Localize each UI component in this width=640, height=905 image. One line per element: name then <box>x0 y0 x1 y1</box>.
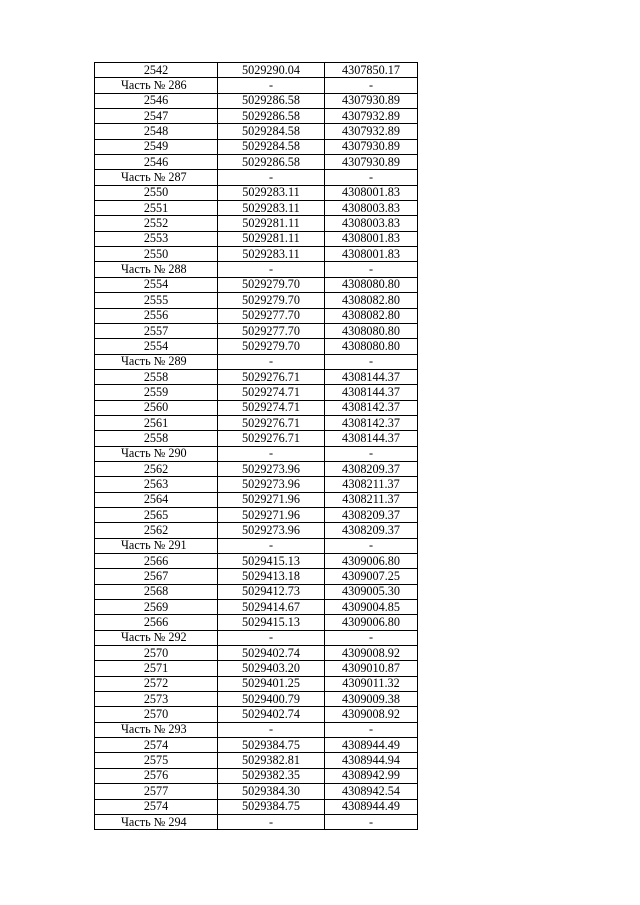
part-y-cell: - <box>325 170 418 185</box>
y-coordinate-cell: 4308144.37 <box>325 385 418 400</box>
y-coordinate-cell: 4309005.30 <box>325 584 418 599</box>
part-x-cell: - <box>218 630 325 645</box>
point-number-cell: 2575 <box>95 753 218 768</box>
x-coordinate-cell: 5029283.11 <box>218 185 325 200</box>
point-number-cell: 2552 <box>95 216 218 231</box>
x-coordinate-cell: 5029384.30 <box>218 784 325 799</box>
coordinates-table-body <box>95 63 418 830</box>
point-number-cell: 2551 <box>95 201 218 216</box>
table-row <box>95 507 418 522</box>
y-coordinate-cell: 4309009.38 <box>325 692 418 707</box>
point-number-cell: 2572 <box>95 676 218 691</box>
part-label-cell: Часть № 291 <box>95 538 218 553</box>
table-row <box>95 646 418 661</box>
y-coordinate-cell: 4308080.80 <box>325 339 418 354</box>
table-row <box>95 216 418 231</box>
point-number-cell: 2573 <box>95 692 218 707</box>
x-coordinate-cell: 5029281.11 <box>218 216 325 231</box>
point-number-cell: 2563 <box>95 477 218 492</box>
table-row <box>95 93 418 108</box>
y-coordinate-cell: 4309008.92 <box>325 707 418 722</box>
x-coordinate-cell: 5029279.70 <box>218 277 325 292</box>
part-x-cell: - <box>218 538 325 553</box>
part-header-row <box>95 446 418 461</box>
table-row <box>95 415 418 430</box>
point-number-cell: 2561 <box>95 415 218 430</box>
y-coordinate-cell: 4309008.92 <box>325 646 418 661</box>
x-coordinate-cell: 5029400.79 <box>218 692 325 707</box>
point-number-cell: 2560 <box>95 400 218 415</box>
x-coordinate-cell: 5029283.11 <box>218 201 325 216</box>
x-coordinate-cell: 5029402.74 <box>218 646 325 661</box>
part-x-cell: - <box>218 354 325 369</box>
y-coordinate-cell: 4308144.37 <box>325 431 418 446</box>
table-row <box>95 369 418 384</box>
x-coordinate-cell: 5029276.71 <box>218 415 325 430</box>
point-number-cell: 2564 <box>95 492 218 507</box>
x-coordinate-cell: 5029273.96 <box>218 523 325 538</box>
x-coordinate-cell: 5029274.71 <box>218 385 325 400</box>
point-number-cell: 2553 <box>95 231 218 246</box>
y-coordinate-cell: 4308944.94 <box>325 753 418 768</box>
x-coordinate-cell: 5029286.58 <box>218 155 325 170</box>
y-coordinate-cell: 4308001.83 <box>325 185 418 200</box>
point-number-cell: 2566 <box>95 554 218 569</box>
point-number-cell: 2547 <box>95 109 218 124</box>
x-coordinate-cell: 5029279.70 <box>218 293 325 308</box>
y-coordinate-cell: 4308080.80 <box>325 277 418 292</box>
part-header-row <box>95 814 418 829</box>
y-coordinate-cell: 4308944.49 <box>325 799 418 814</box>
point-number-cell: 2562 <box>95 523 218 538</box>
x-coordinate-cell: 5029286.58 <box>218 109 325 124</box>
y-coordinate-cell: 4308080.80 <box>325 323 418 338</box>
x-coordinate-cell: 5029415.13 <box>218 615 325 630</box>
y-coordinate-cell: 4308942.99 <box>325 768 418 783</box>
table-row <box>95 615 418 630</box>
part-y-cell: - <box>325 722 418 737</box>
point-number-cell: 2546 <box>95 155 218 170</box>
part-label-cell: Часть № 287 <box>95 170 218 185</box>
y-coordinate-cell: 4308082.80 <box>325 293 418 308</box>
x-coordinate-cell: 5029384.75 <box>218 738 325 753</box>
table-row <box>95 385 418 400</box>
table-row <box>95 247 418 262</box>
x-coordinate-cell: 5029382.81 <box>218 753 325 768</box>
y-coordinate-cell: 4307932.89 <box>325 124 418 139</box>
part-x-cell: - <box>218 722 325 737</box>
x-coordinate-cell: 5029277.70 <box>218 308 325 323</box>
y-coordinate-cell: 4308209.37 <box>325 461 418 476</box>
point-number-cell: 2577 <box>95 784 218 799</box>
part-y-cell: - <box>325 78 418 93</box>
point-number-cell: 2567 <box>95 569 218 584</box>
y-coordinate-cell: 4308944.49 <box>325 738 418 753</box>
x-coordinate-cell: 5029273.96 <box>218 461 325 476</box>
y-coordinate-cell: 4309006.80 <box>325 615 418 630</box>
x-coordinate-cell: 5029271.96 <box>218 492 325 507</box>
x-coordinate-cell: 5029273.96 <box>218 477 325 492</box>
y-coordinate-cell: 4308001.83 <box>325 231 418 246</box>
point-number-cell: 2570 <box>95 646 218 661</box>
part-label-cell: Часть № 286 <box>95 78 218 93</box>
table-row <box>95 63 418 78</box>
point-number-cell: 2542 <box>95 63 218 78</box>
table-row <box>95 124 418 139</box>
part-y-cell: - <box>325 538 418 553</box>
part-x-cell: - <box>218 446 325 461</box>
point-number-cell: 2554 <box>95 339 218 354</box>
table-row <box>95 753 418 768</box>
table-row <box>95 799 418 814</box>
y-coordinate-cell: 4307850.17 <box>325 63 418 78</box>
y-coordinate-cell: 4308142.37 <box>325 400 418 415</box>
y-coordinate-cell: 4309004.85 <box>325 600 418 615</box>
x-coordinate-cell: 5029403.20 <box>218 661 325 676</box>
part-y-cell: - <box>325 354 418 369</box>
part-label-cell: Часть № 294 <box>95 814 218 829</box>
y-coordinate-cell: 4308142.37 <box>325 415 418 430</box>
part-x-cell: - <box>218 170 325 185</box>
x-coordinate-cell: 5029402.74 <box>218 707 325 722</box>
point-number-cell: 2556 <box>95 308 218 323</box>
part-y-cell: - <box>325 446 418 461</box>
table-row <box>95 584 418 599</box>
part-header-row <box>95 354 418 369</box>
table-row <box>95 139 418 154</box>
part-y-cell: - <box>325 630 418 645</box>
point-number-cell: 2569 <box>95 600 218 615</box>
part-y-cell: - <box>325 814 418 829</box>
x-coordinate-cell: 5029271.96 <box>218 507 325 522</box>
y-coordinate-cell: 4308209.37 <box>325 507 418 522</box>
x-coordinate-cell: 5029277.70 <box>218 323 325 338</box>
table-row <box>95 492 418 507</box>
table-row <box>95 707 418 722</box>
x-coordinate-cell: 5029283.11 <box>218 247 325 262</box>
y-coordinate-cell: 4308211.37 <box>325 477 418 492</box>
point-number-cell: 2558 <box>95 431 218 446</box>
table-row <box>95 185 418 200</box>
point-number-cell: 2546 <box>95 93 218 108</box>
point-number-cell: 2549 <box>95 139 218 154</box>
point-number-cell: 2568 <box>95 584 218 599</box>
y-coordinate-cell: 4308001.83 <box>325 247 418 262</box>
y-coordinate-cell: 4309010.87 <box>325 661 418 676</box>
part-header-row <box>95 78 418 93</box>
table-row <box>95 155 418 170</box>
table-row <box>95 477 418 492</box>
table-row <box>95 461 418 476</box>
x-coordinate-cell: 5029415.13 <box>218 554 325 569</box>
part-x-cell: - <box>218 78 325 93</box>
y-coordinate-cell: 4309006.80 <box>325 554 418 569</box>
x-coordinate-cell: 5029274.71 <box>218 400 325 415</box>
table-row <box>95 661 418 676</box>
y-coordinate-cell: 4308082.80 <box>325 308 418 323</box>
point-number-cell: 2566 <box>95 615 218 630</box>
point-number-cell: 2558 <box>95 369 218 384</box>
x-coordinate-cell: 5029279.70 <box>218 339 325 354</box>
part-label-cell: Часть № 288 <box>95 262 218 277</box>
part-header-row <box>95 630 418 645</box>
y-coordinate-cell: 4309007.25 <box>325 569 418 584</box>
table-row <box>95 569 418 584</box>
x-coordinate-cell: 5029384.75 <box>218 799 325 814</box>
point-number-cell: 2548 <box>95 124 218 139</box>
x-coordinate-cell: 5029286.58 <box>218 93 325 108</box>
part-y-cell: - <box>325 262 418 277</box>
table-row <box>95 231 418 246</box>
y-coordinate-cell: 4308209.37 <box>325 523 418 538</box>
part-header-row <box>95 262 418 277</box>
point-number-cell: 2565 <box>95 507 218 522</box>
table-row <box>95 738 418 753</box>
point-number-cell: 2570 <box>95 707 218 722</box>
table-row <box>95 768 418 783</box>
y-coordinate-cell: 4308003.83 <box>325 216 418 231</box>
table-row <box>95 308 418 323</box>
part-label-cell: Часть № 292 <box>95 630 218 645</box>
table-row <box>95 784 418 799</box>
y-coordinate-cell: 4308144.37 <box>325 369 418 384</box>
x-coordinate-cell: 5029401.25 <box>218 676 325 691</box>
table-row <box>95 201 418 216</box>
part-header-row <box>95 722 418 737</box>
part-label-cell: Часть № 293 <box>95 722 218 737</box>
y-coordinate-cell: 4308211.37 <box>325 492 418 507</box>
coordinates-table <box>94 62 418 830</box>
part-x-cell: - <box>218 262 325 277</box>
table-row <box>95 277 418 292</box>
x-coordinate-cell: 5029276.71 <box>218 369 325 384</box>
point-number-cell: 2557 <box>95 323 218 338</box>
part-x-cell: - <box>218 814 325 829</box>
table-row <box>95 600 418 615</box>
part-header-row <box>95 170 418 185</box>
y-coordinate-cell: 4308942.54 <box>325 784 418 799</box>
table-row <box>95 554 418 569</box>
x-coordinate-cell: 5029284.58 <box>218 124 325 139</box>
point-number-cell: 2550 <box>95 247 218 262</box>
point-number-cell: 2554 <box>95 277 218 292</box>
table-row <box>95 339 418 354</box>
part-header-row <box>95 538 418 553</box>
table-row <box>95 323 418 338</box>
x-coordinate-cell: 5029290.04 <box>218 63 325 78</box>
x-coordinate-cell: 5029414.67 <box>218 600 325 615</box>
x-coordinate-cell: 5029382.35 <box>218 768 325 783</box>
point-number-cell: 2555 <box>95 293 218 308</box>
y-coordinate-cell: 4307932.89 <box>325 109 418 124</box>
y-coordinate-cell: 4307930.89 <box>325 155 418 170</box>
table-row <box>95 676 418 691</box>
point-number-cell: 2574 <box>95 799 218 814</box>
table-row <box>95 523 418 538</box>
x-coordinate-cell: 5029276.71 <box>218 431 325 446</box>
y-coordinate-cell: 4309011.32 <box>325 676 418 691</box>
table-row <box>95 692 418 707</box>
point-number-cell: 2571 <box>95 661 218 676</box>
point-number-cell: 2576 <box>95 768 218 783</box>
x-coordinate-cell: 5029413.18 <box>218 569 325 584</box>
part-label-cell: Часть № 289 <box>95 354 218 369</box>
x-coordinate-cell: 5029284.58 <box>218 139 325 154</box>
point-number-cell: 2574 <box>95 738 218 753</box>
table-row <box>95 431 418 446</box>
x-coordinate-cell: 5029412.73 <box>218 584 325 599</box>
point-number-cell: 2559 <box>95 385 218 400</box>
table-row <box>95 293 418 308</box>
x-coordinate-cell: 5029281.11 <box>218 231 325 246</box>
y-coordinate-cell: 4308003.83 <box>325 201 418 216</box>
part-label-cell: Часть № 290 <box>95 446 218 461</box>
y-coordinate-cell: 4307930.89 <box>325 93 418 108</box>
table-row <box>95 109 418 124</box>
point-number-cell: 2562 <box>95 461 218 476</box>
point-number-cell: 2550 <box>95 185 218 200</box>
table-row <box>95 400 418 415</box>
y-coordinate-cell: 4307930.89 <box>325 139 418 154</box>
